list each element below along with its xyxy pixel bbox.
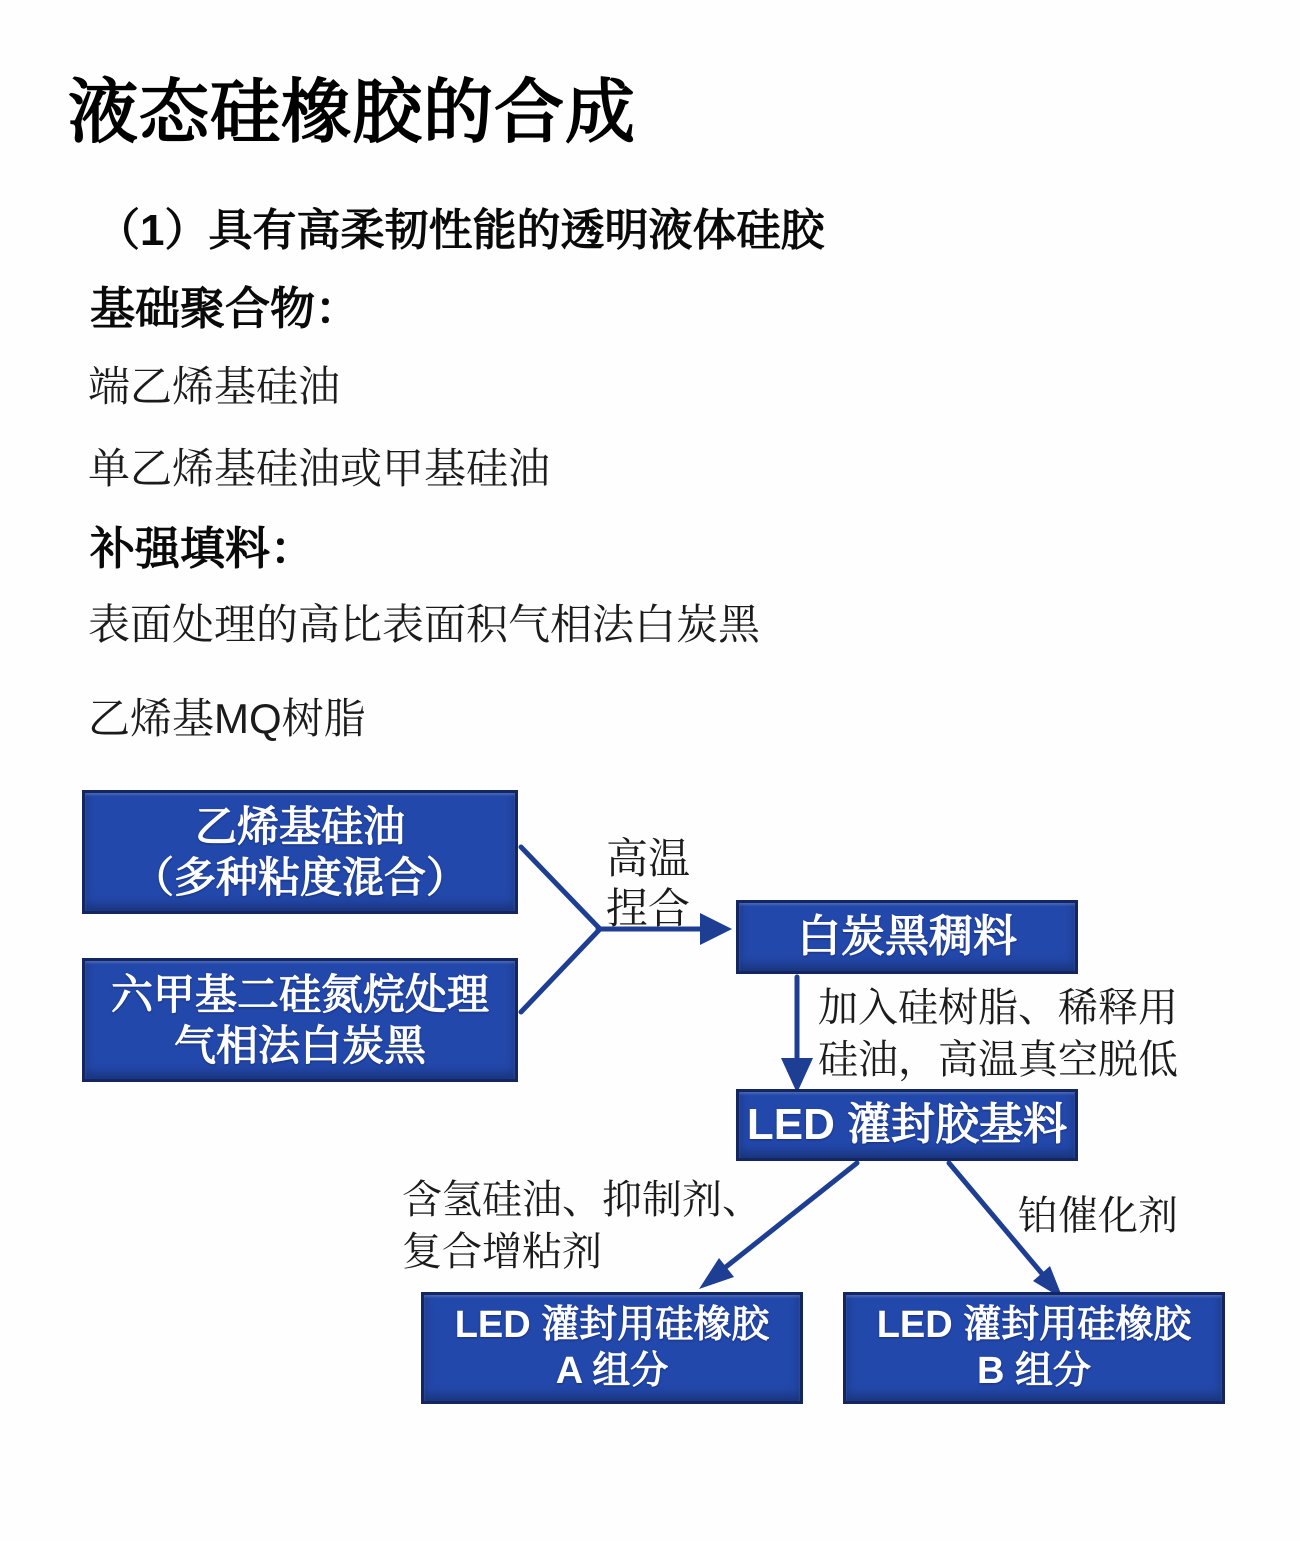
- flow-box-text-line: LED 灌封用硅橡胶: [454, 1303, 770, 1346]
- flow-box-component-b: [843, 1292, 1225, 1404]
- flow-box-treated-fumed-silica: [82, 958, 518, 1082]
- arrowhead-merge-to-paste: [700, 913, 732, 945]
- filler-item-1: 表面处理的高比表面积气相法白炭黑: [88, 601, 761, 648]
- label-high-temp-kneading: [606, 834, 690, 933]
- flow-box-led-potting-base: [736, 1089, 1078, 1161]
- label-line: 含氢硅油、抑制剂、: [402, 1178, 762, 1222]
- arrowhead-paste-to-base: [781, 1058, 813, 1093]
- filler-item-2: 乙烯基MQ树脂: [88, 695, 366, 742]
- label-line: 硅油，高温真空脱低: [818, 1038, 1178, 1082]
- flow-box-text-line: 六甲基二硅氮烷处理: [110, 970, 489, 1018]
- label-platinum-catalyst: 铂催化剂: [1018, 1194, 1178, 1238]
- label-line: 加入硅树脂、稀释用: [818, 986, 1178, 1030]
- flow-box-text-line: 气相法白炭黑: [173, 1022, 426, 1069]
- base-polymer-item-1: 端乙烯基硅油: [88, 363, 341, 410]
- flow-box-text-line: LED 灌封胶基料: [746, 1100, 1068, 1150]
- connector-silica-to-merge: [521, 929, 600, 1012]
- page-title: 液态硅橡胶的合成: [68, 73, 636, 151]
- connector-vinyl-to-merge: [521, 847, 600, 929]
- flow-box-text-line: A 组分: [555, 1350, 669, 1392]
- section-heading: （1）具有高柔韧性能的透明液体硅胶: [96, 206, 825, 255]
- label-line: 复合增粘剂: [402, 1230, 602, 1274]
- flow-box-text-line: 白炭黑稠料: [797, 912, 1017, 962]
- flow-box-text-line: 乙烯基硅油: [194, 802, 405, 850]
- flow-box-component-a: [421, 1292, 803, 1404]
- label-line: 捏合: [606, 884, 691, 932]
- flow-box-text-line: B 组分: [976, 1350, 1091, 1392]
- flow-box-text-line: LED 灌封用硅橡胶: [876, 1303, 1192, 1346]
- flow-box-vinyl-silicone-oil: [82, 790, 518, 914]
- label-add-resin: [818, 982, 1178, 1086]
- filler-heading: 补强填料：: [90, 523, 316, 574]
- base-polymer-item-2: 单乙烯基硅油或甲基硅油: [88, 445, 551, 492]
- flow-box-silica-paste: [736, 900, 1078, 974]
- base-polymer-heading: 基础聚合物：: [90, 283, 361, 334]
- flow-box-text-line: （多种粘度混合）: [131, 854, 468, 901]
- label-line: 高温: [606, 835, 691, 882]
- label-component-a-additives: [402, 1174, 762, 1278]
